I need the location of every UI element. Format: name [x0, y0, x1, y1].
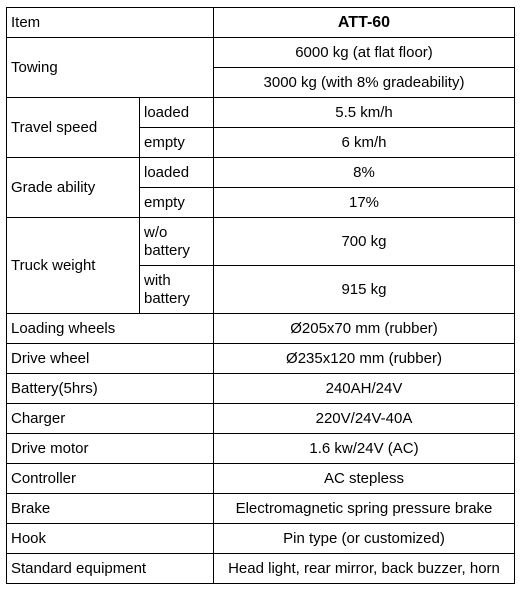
table-row [7, 8, 515, 38]
table-row [7, 374, 515, 404]
travel-speed-loaded-label: loaded [140, 98, 214, 128]
loading-wheels-value: Ø205x70 mm (rubber) [214, 314, 515, 344]
towing-value-flat: 6000 kg (at flat floor) [214, 38, 515, 68]
table-row [7, 524, 515, 554]
truck-weight-with-label: with battery [140, 266, 214, 314]
table-row [7, 554, 515, 584]
travel-speed-loaded-value: 5.5 km/h [214, 98, 515, 128]
drive-motor-label: Drive motor [7, 434, 214, 464]
towing-label: Towing [7, 38, 214, 98]
towing-value-grade: 3000 kg (with 8% gradeability) [214, 68, 515, 98]
table-row [7, 464, 515, 494]
battery-label: Battery(5hrs) [7, 374, 214, 404]
standard-equipment-label: Standard equipment [7, 554, 214, 584]
truck-weight-label: Truck weight [7, 218, 140, 314]
table-row [7, 314, 515, 344]
spec-table [6, 7, 515, 584]
table-row [7, 344, 515, 374]
table-row [7, 38, 515, 68]
grade-ability-loaded-value: 8% [214, 158, 515, 188]
table-row [7, 218, 515, 266]
truck-weight-wo-value: 700 kg [214, 218, 515, 266]
grade-ability-empty-label: empty [140, 188, 214, 218]
grade-ability-label: Grade ability [7, 158, 140, 218]
table-row [7, 98, 515, 128]
hook-label: Hook [7, 524, 214, 554]
truck-weight-wo-label: w/o battery [140, 218, 214, 266]
table-row [7, 434, 515, 464]
brake-value: Electromagnetic spring pressure brake [214, 494, 515, 524]
travel-speed-empty-label: empty [140, 128, 214, 158]
hook-value: Pin type (or customized) [214, 524, 515, 554]
drive-wheel-label: Drive wheel [7, 344, 214, 374]
controller-label: Controller [7, 464, 214, 494]
table-row [7, 494, 515, 524]
travel-speed-label: Travel speed [7, 98, 140, 158]
travel-speed-empty-value: 6 km/h [214, 128, 515, 158]
charger-value: 220V/24V-40A [214, 404, 515, 434]
standard-equipment-value: Head light, rear mirror, back buzzer, horn [214, 554, 515, 584]
drive-motor-value: 1.6 kw/24V (AC) [214, 434, 515, 464]
grade-ability-loaded-label: loaded [140, 158, 214, 188]
header-model-cell: ATT-60 [214, 8, 515, 38]
truck-weight-with-value: 915 kg [214, 266, 515, 314]
loading-wheels-label: Loading wheels [7, 314, 214, 344]
grade-ability-empty-value: 17% [214, 188, 515, 218]
header-item-cell: Item [7, 8, 214, 38]
table-row [7, 158, 515, 188]
battery-value: 240AH/24V [214, 374, 515, 404]
table-row [7, 404, 515, 434]
charger-label: Charger [7, 404, 214, 434]
controller-value: AC stepless [214, 464, 515, 494]
drive-wheel-value: Ø235x120 mm (rubber) [214, 344, 515, 374]
brake-label: Brake [7, 494, 214, 524]
